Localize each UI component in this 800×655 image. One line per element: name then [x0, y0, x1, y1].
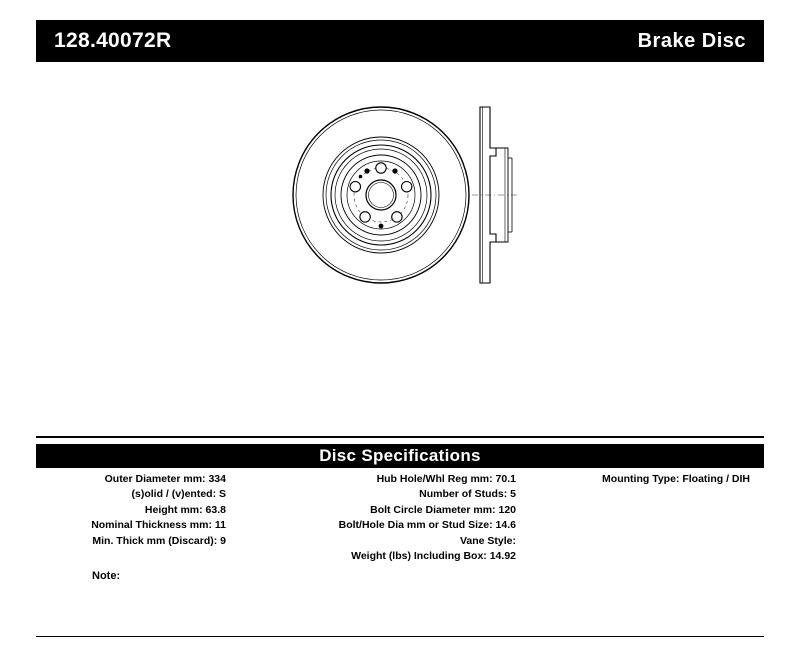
spec-divider [36, 436, 764, 438]
spec-item: Height mm: 63.8 [144, 503, 226, 516]
rotor-face-view [286, 100, 476, 295]
header-bar [36, 20, 764, 62]
spec-item: Hub Hole/Whl Reg mm: 70.1 [376, 473, 516, 485]
spec-item: Number of Studs: 5 [419, 488, 516, 501]
spec-column-mounting [526, 472, 764, 564]
product-title: Brake Disc [637, 29, 746, 52]
bottom-divider [36, 636, 764, 637]
part-number: 128.40072R [54, 29, 172, 52]
note-label: Note: [92, 570, 121, 582]
spec-item: Outer Diameter mm: 334 [104, 473, 226, 485]
spec-column-hub [236, 472, 526, 564]
spec-item: (s)olid / (v)ented: S [131, 488, 226, 501]
spec-item: Min. Thick mm (Discard): 9 [92, 534, 226, 547]
spec-item: Nominal Thickness mm: 11 [91, 519, 226, 532]
spec-item: Mounting Type: Floating / DIH [602, 473, 750, 485]
spec-table [36, 472, 764, 564]
product-drawing [36, 75, 764, 430]
spec-item: Vane Style: [459, 534, 516, 547]
spec-column-dimensions [36, 472, 236, 564]
spec-section-title: Disc Specifications [36, 444, 764, 468]
rotor-side-view [466, 100, 526, 295]
spec-item: Bolt/Hole Dia mm or Stud Size: 14.6 [338, 519, 516, 532]
spec-item: Bolt Circle Diameter mm: 120 [370, 503, 516, 516]
spec-item: Weight (lbs) Including Box: 14.92 [351, 550, 516, 563]
